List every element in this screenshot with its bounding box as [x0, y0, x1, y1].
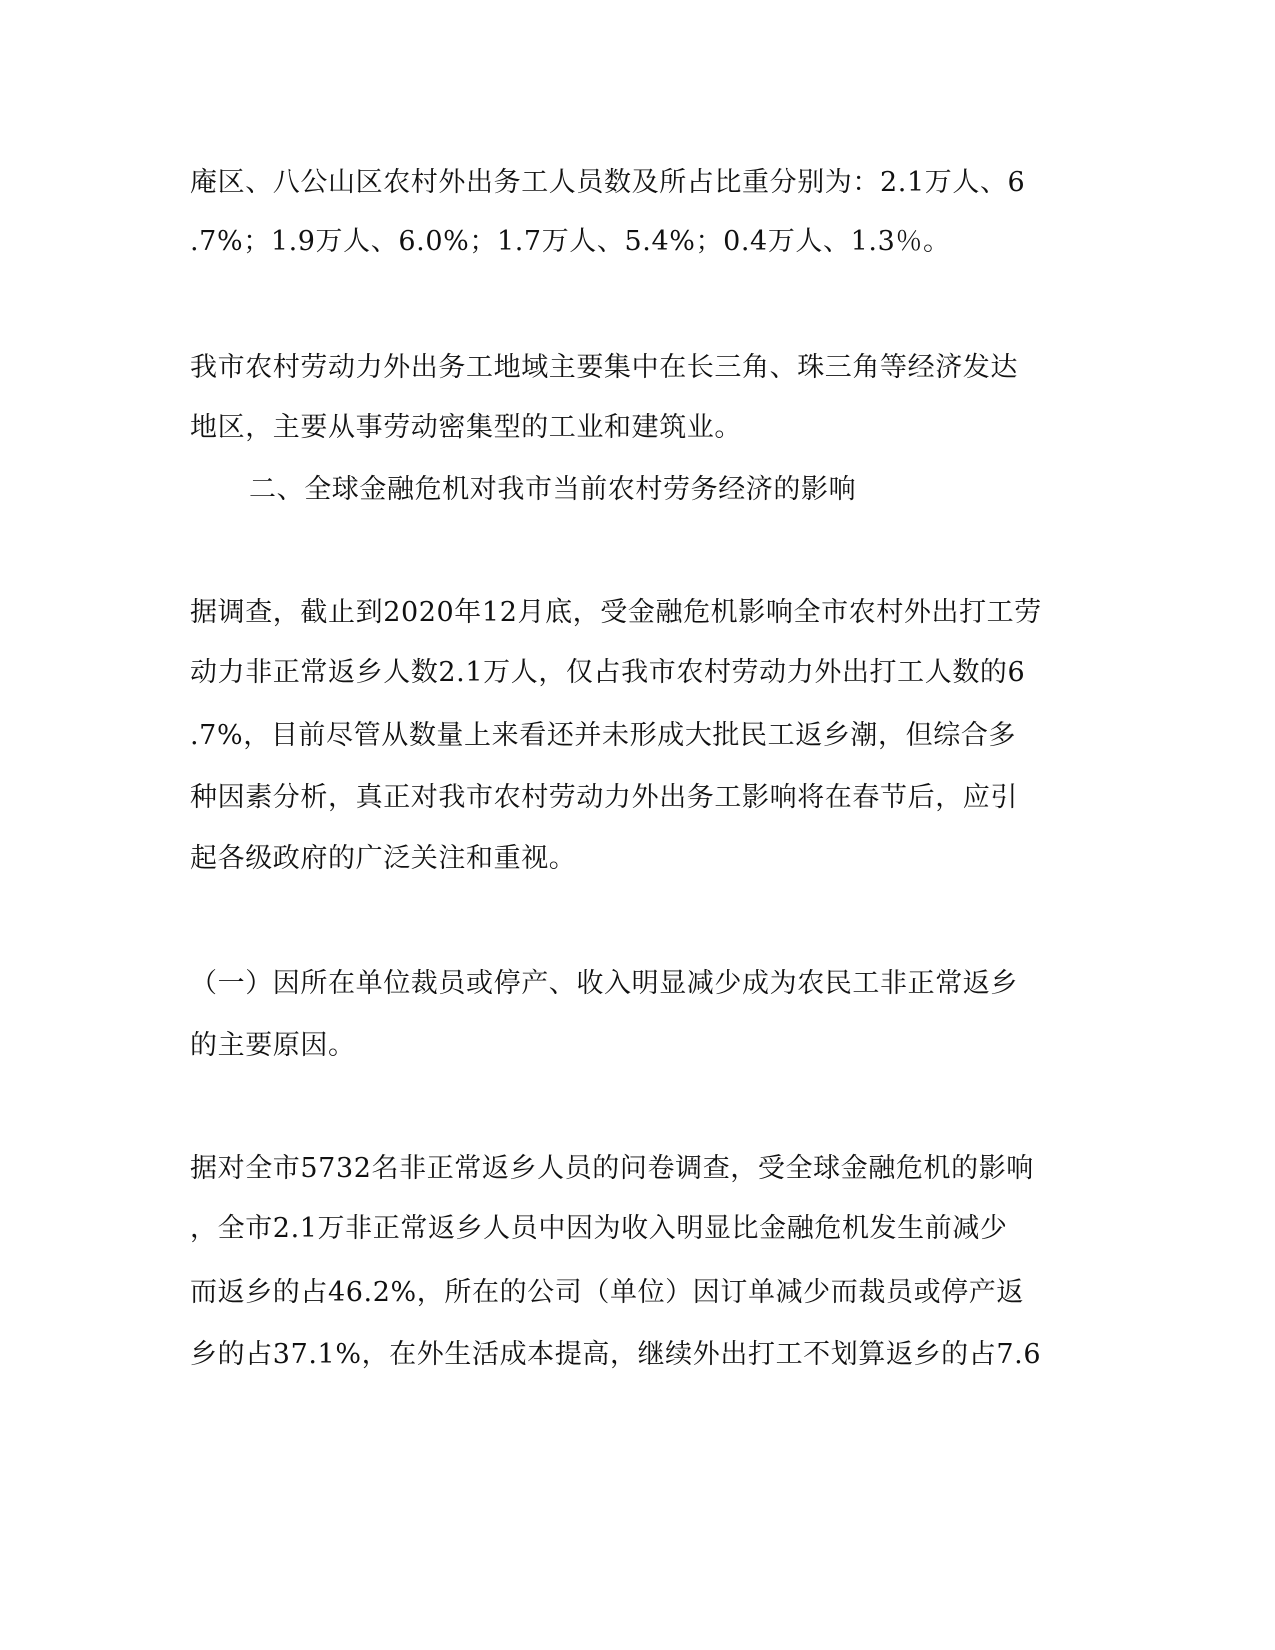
- paragraph-3-line-2: 动力非正常返乡人数2.1万人，仅占我市农村劳动力外出打工人数的6: [190, 657, 1026, 688]
- paragraph-5-line-3: 而返乡的占46.2%，所在的公司（单位）因订单减少而裁员或停产返: [190, 1277, 1024, 1308]
- paragraph-2-line-1: 我市农村劳动力外出务工地域主要集中在长三角、珠三角等经济发达: [190, 352, 1018, 383]
- paragraph-5-line-2: ，全市2.1万非正常返乡人员中因为收入明显比金融危机发生前减少: [190, 1213, 1008, 1244]
- paragraph-1-line-2: .7%；1.9万人、6.0%；1.7万人、5.4%；0.4万人、1.3％。: [190, 226, 951, 257]
- paragraph-4-line-2: 的主要原因。: [190, 1030, 356, 1061]
- paragraph-1-line-1: 庵区、八公山区农村外出务工人员数及所占比重分别为：2.1万人、6: [190, 167, 1026, 198]
- paragraph-3-line-3: .7%，目前尽管从数量上来看还并未形成大批民工返乡潮，但综合多: [190, 720, 1017, 751]
- paragraph-4-line-1: （一）因所在单位裁员或停产、收入明显减少成为农民工非正常返乡: [190, 968, 1018, 999]
- paragraph-5-line-1: 据对全市5732名非正常返乡人员的问卷调查，受全球金融危机的影响: [190, 1153, 1034, 1184]
- paragraph-3-line-1: 据调查，截止到2020年12月底，受金融危机影响全市农村外出打工劳: [190, 597, 1042, 628]
- paragraph-2-line-2: 地区，主要从事劳动密集型的工业和建筑业。: [190, 412, 742, 443]
- section-heading: 二、全球金融危机对我市当前农村劳务经济的影响: [249, 474, 857, 505]
- paragraph-3-line-5: 起各级政府的广泛关注和重视。: [190, 843, 577, 874]
- paragraph-5-line-4: 乡的占37.1%，在外生活成本提高，继续外出打工不划算返乡的占7.6: [190, 1339, 1042, 1370]
- paragraph-3-line-4: 种因素分析，真正对我市农村劳动力外出务工影响将在春节后，应引: [190, 782, 1018, 813]
